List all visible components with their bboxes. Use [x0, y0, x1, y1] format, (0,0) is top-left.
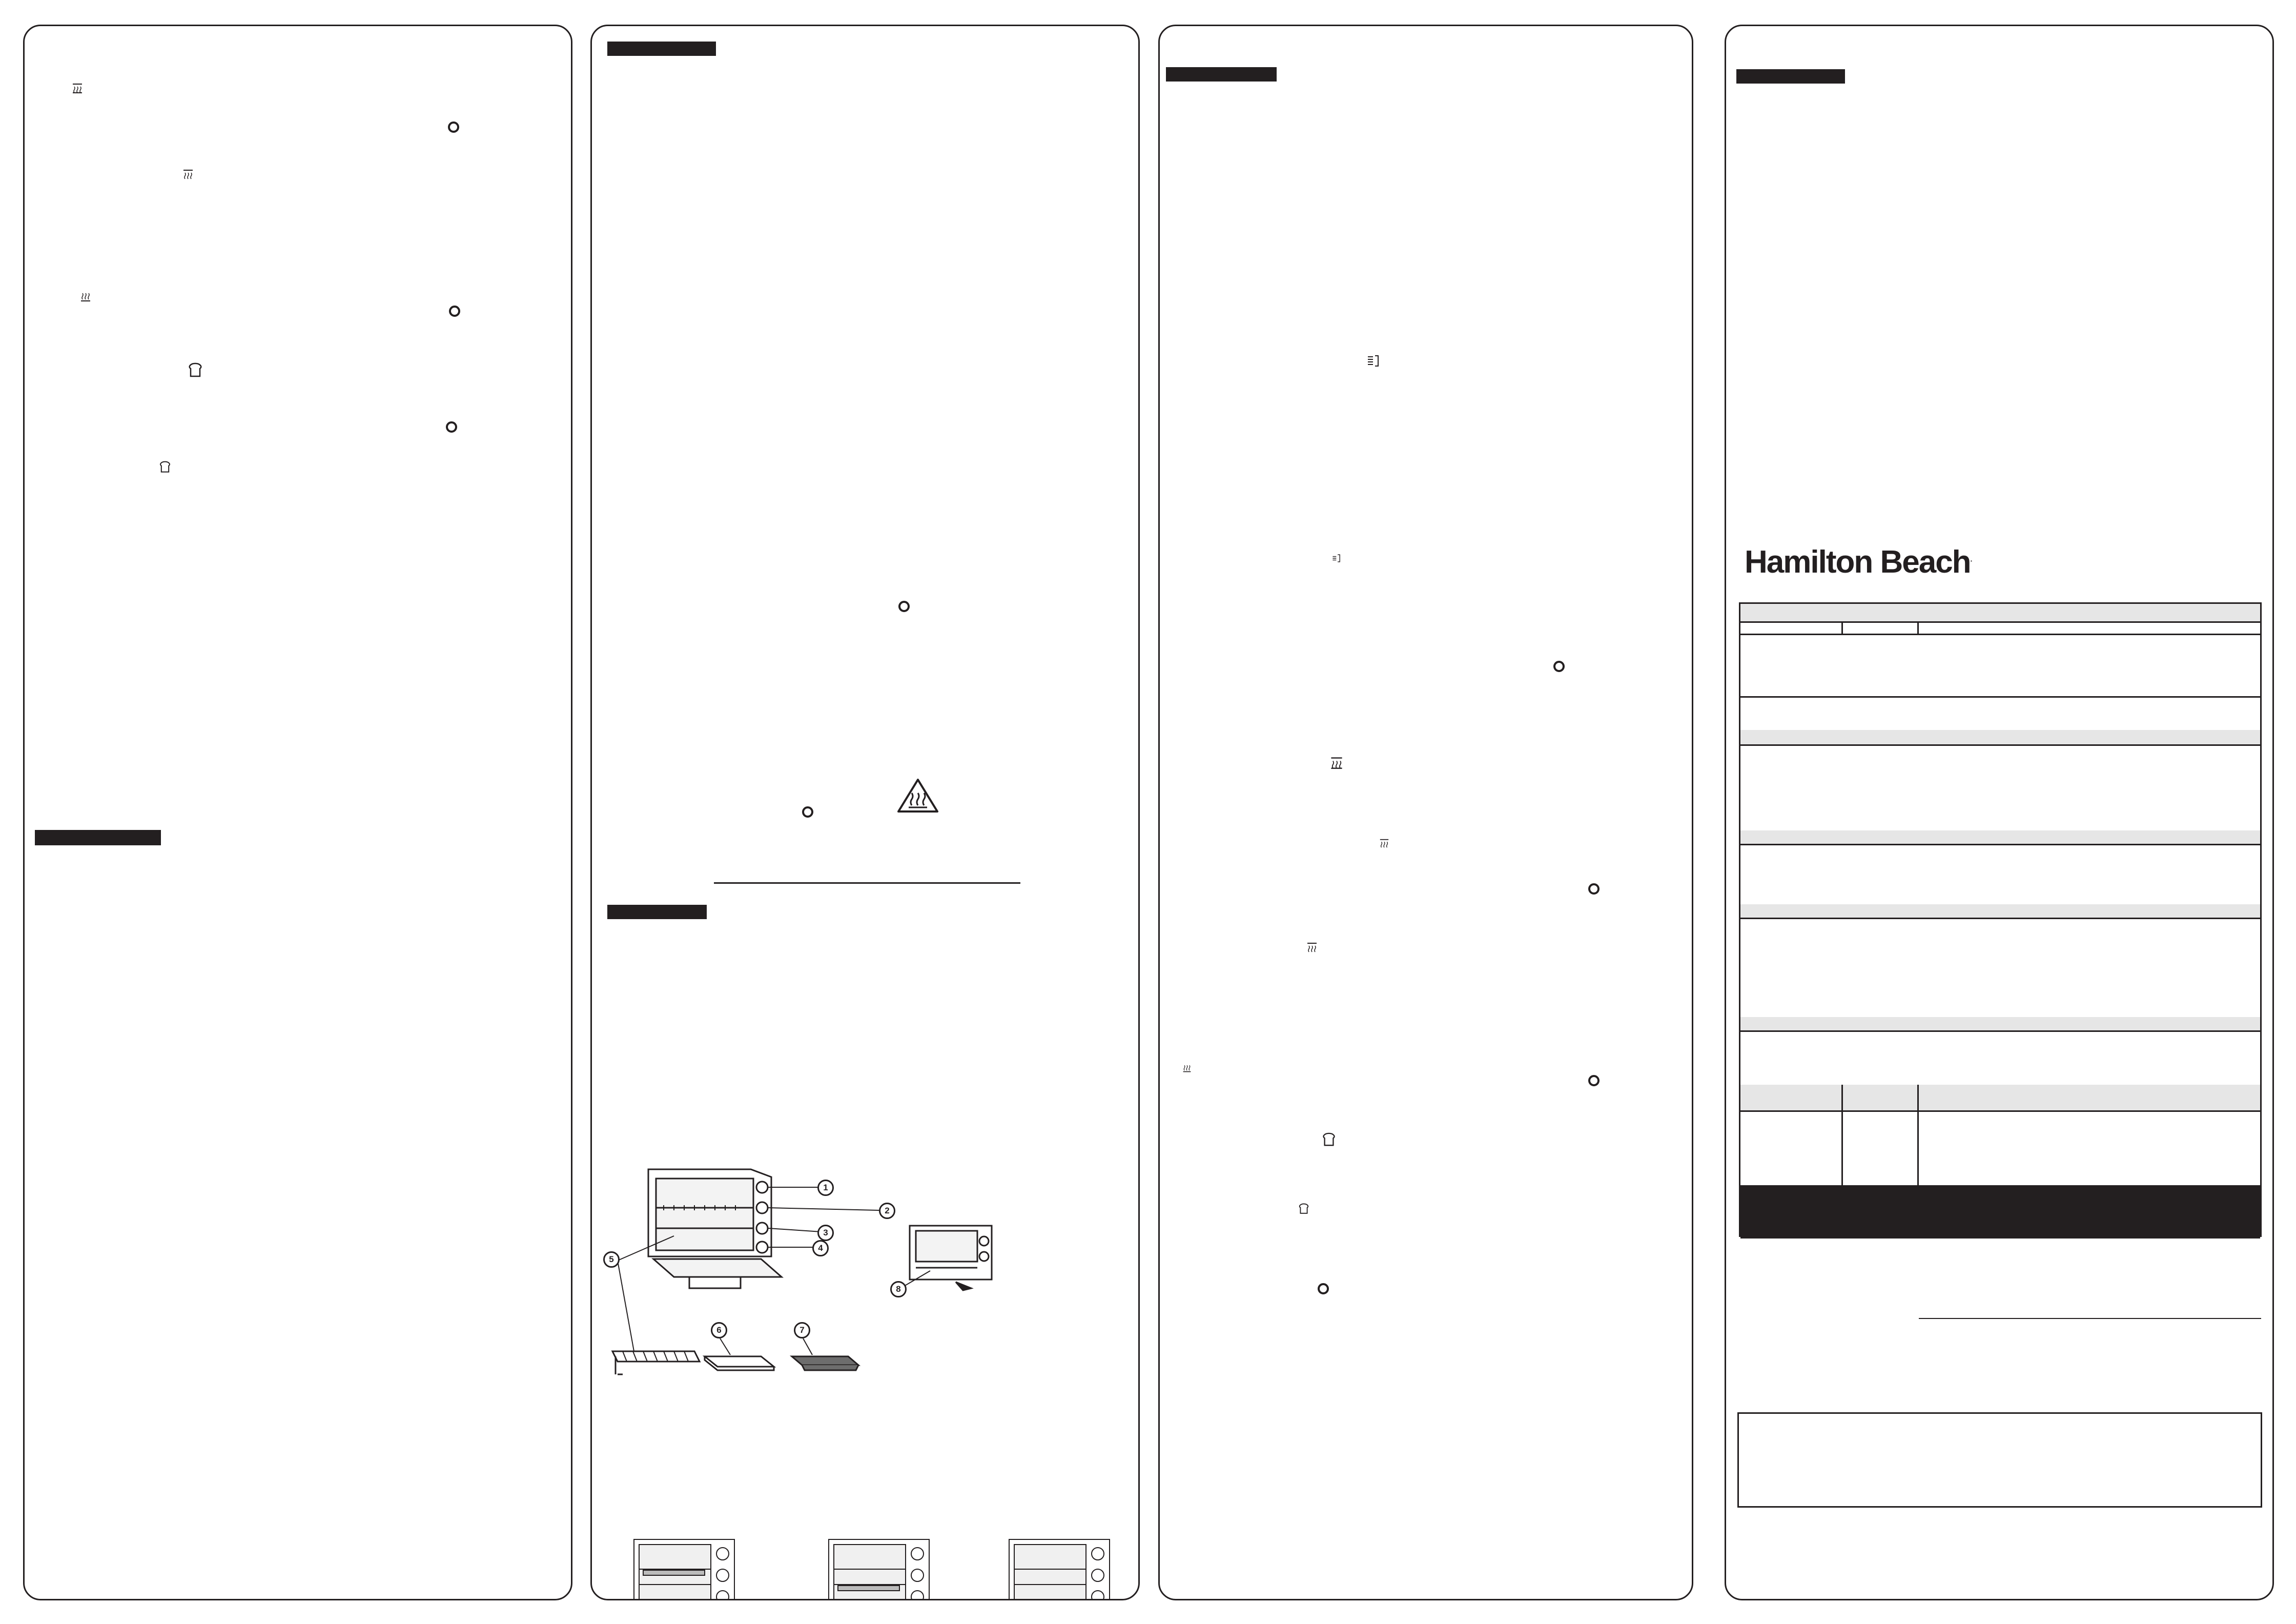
heating-element-icon [1182, 1064, 1192, 1073]
callout-3: 3 [817, 1225, 834, 1241]
hot-surface-warning-icon [896, 778, 939, 814]
callout-8: 8 [890, 1281, 907, 1297]
table-column-rule [1841, 1085, 1843, 1185]
table-section-band [1740, 830, 2260, 845]
table-row [1740, 844, 2260, 906]
heating-element-icon [1379, 838, 1389, 848]
table-row [1740, 744, 2260, 832]
heating-element-icon [1330, 756, 1343, 769]
table-section-band [1740, 1017, 2260, 1032]
section-heading-bar [1736, 69, 1845, 84]
callout-2: 2 [879, 1203, 895, 1219]
degree-symbol-icon [802, 806, 813, 818]
table-footer-band [1740, 1185, 2260, 1239]
toast-icon [1322, 1132, 1336, 1147]
heating-element-icon [80, 291, 91, 302]
table-row [1740, 1030, 2260, 1086]
degree-symbol-icon [1588, 883, 1600, 895]
panel-4 [1725, 25, 2274, 1600]
section-heading-bar [607, 905, 707, 919]
table-column-rule [1841, 621, 1843, 634]
brand-logo [1745, 544, 1972, 580]
section-heading-bar [35, 830, 161, 845]
heating-element-icon [1306, 942, 1318, 953]
convection-fan-icon [1367, 354, 1380, 368]
table-row [1740, 634, 2260, 698]
table-section-band [1740, 904, 2260, 919]
table-column-rule [1917, 621, 1919, 634]
rack-position-thumbnail [633, 1538, 735, 1600]
heating-element-icon [72, 83, 83, 94]
callout-6: 6 [711, 1322, 727, 1338]
table-header-band [1740, 1085, 2260, 1112]
rack-position-thumbnail [828, 1538, 930, 1600]
table-column-rule [1917, 1085, 1919, 1185]
table-section-band [1740, 730, 2260, 746]
callout-5: 5 [603, 1251, 620, 1268]
parts-illustration [602, 1154, 1135, 1390]
degree-symbol-icon [446, 421, 457, 433]
info-table [1739, 602, 2262, 1237]
table-header-band [1740, 604, 2260, 623]
toast-icon [159, 461, 171, 473]
degree-symbol-icon [449, 306, 460, 317]
signature-line [1919, 1318, 2261, 1319]
callout-1: 1 [817, 1180, 834, 1196]
section-heading-bar [607, 42, 716, 56]
callout-4: 4 [812, 1240, 829, 1256]
toast-icon [1298, 1203, 1309, 1214]
brand-mark: . [1970, 555, 1973, 563]
degree-symbol-icon [1318, 1283, 1329, 1294]
panel-2 [590, 25, 1140, 1600]
rack-position-thumbnail [1008, 1538, 1111, 1600]
heating-element-icon [182, 169, 194, 180]
degree-symbol-icon [1553, 661, 1565, 672]
divider-rule [714, 882, 1020, 884]
toast-icon [188, 362, 203, 378]
degree-symbol-icon [898, 601, 910, 612]
degree-symbol-icon [448, 121, 459, 133]
degree-symbol-icon [1588, 1075, 1600, 1086]
brand-name: Hamilton Beach [1745, 544, 1971, 580]
notice-box [1737, 1412, 2262, 1508]
callout-7: 7 [794, 1322, 810, 1338]
panel-1 [23, 25, 572, 1600]
table-row [1740, 621, 2260, 635]
panel-3 [1158, 25, 1693, 1600]
convection-fan-icon [1332, 553, 1341, 563]
table-row [1740, 696, 2260, 732]
table-row [1740, 918, 2260, 1019]
section-heading-bar [1166, 67, 1277, 82]
